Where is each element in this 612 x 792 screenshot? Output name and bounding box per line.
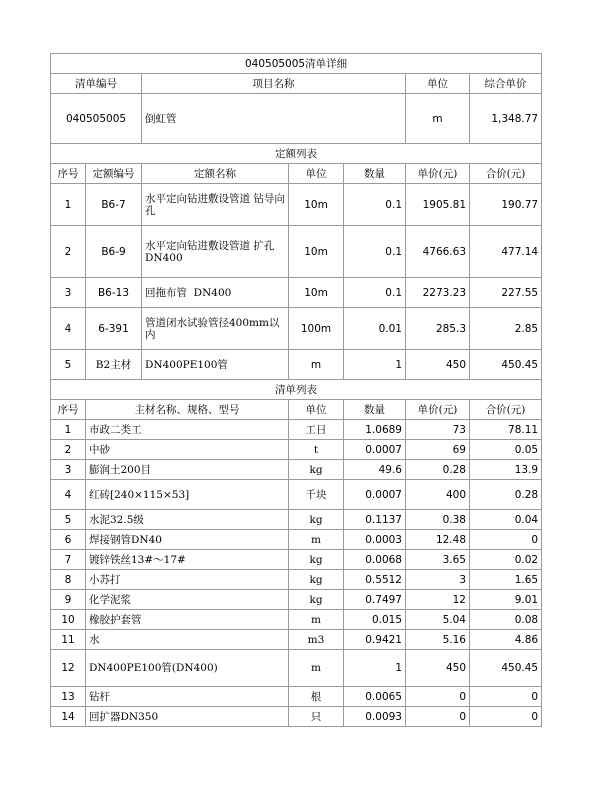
quota-total: 477.14 bbox=[470, 226, 542, 278]
material-no: 8 bbox=[51, 570, 86, 590]
quota-total: 450.45 bbox=[470, 350, 542, 380]
quota-section-title: 定额列表 bbox=[51, 144, 542, 164]
material-total: 0 bbox=[470, 687, 542, 707]
material-qty: 0.0003 bbox=[344, 530, 406, 550]
quota-no: 4 bbox=[51, 308, 86, 350]
material-row bbox=[51, 460, 542, 480]
material-unit: kg bbox=[289, 550, 344, 570]
quota-qty: 0.1 bbox=[344, 184, 406, 226]
quota-header-no: 序号 bbox=[51, 164, 86, 184]
summary-header-name: 项目名称 bbox=[142, 74, 406, 94]
material-price: 12 bbox=[406, 590, 470, 610]
material-total: 0 bbox=[470, 530, 542, 550]
material-qty: 0.5512 bbox=[344, 570, 406, 590]
material-total: 450.45 bbox=[470, 650, 542, 687]
material-qty: 0.0007 bbox=[344, 480, 406, 510]
quota-header-row bbox=[51, 164, 542, 184]
material-row bbox=[51, 440, 542, 460]
bill-detail-table bbox=[50, 53, 542, 727]
material-qty: 0.0093 bbox=[344, 707, 406, 727]
material-total: 0.08 bbox=[470, 610, 542, 630]
material-name: DN400PE100管(DN400) bbox=[86, 650, 289, 687]
quota-price: 2273.23 bbox=[406, 278, 470, 308]
material-price: 400 bbox=[406, 480, 470, 510]
materials-section-title: 清单列表 bbox=[51, 380, 542, 400]
material-qty: 0.7497 bbox=[344, 590, 406, 610]
material-row bbox=[51, 420, 542, 440]
quota-price: 1905.81 bbox=[406, 184, 470, 226]
material-name: 小苏打 bbox=[86, 570, 289, 590]
quota-code: B6-13 bbox=[86, 278, 142, 308]
quota-unit: 100m bbox=[289, 308, 344, 350]
quota-unit: m bbox=[289, 350, 344, 380]
quota-total: 2.85 bbox=[470, 308, 542, 350]
material-no: 6 bbox=[51, 530, 86, 550]
quota-price: 285.3 bbox=[406, 308, 470, 350]
quota-no: 2 bbox=[51, 226, 86, 278]
material-qty: 0.0065 bbox=[344, 687, 406, 707]
quota-qty: 0.1 bbox=[344, 226, 406, 278]
quota-header-total: 合价(元) bbox=[470, 164, 542, 184]
material-row bbox=[51, 550, 542, 570]
material-total: 1.65 bbox=[470, 570, 542, 590]
material-unit: m bbox=[289, 650, 344, 687]
material-row bbox=[51, 510, 542, 530]
summary-code: 040505005 bbox=[51, 94, 142, 144]
sheet-title: 040505005清单详细 bbox=[51, 54, 542, 74]
material-name: 橡胶护套管 bbox=[86, 610, 289, 630]
material-name: 膨润土200目 bbox=[86, 460, 289, 480]
material-row bbox=[51, 570, 542, 590]
quota-row bbox=[51, 226, 542, 278]
material-unit: 根 bbox=[289, 687, 344, 707]
material-unit: m3 bbox=[289, 630, 344, 650]
quota-row bbox=[51, 184, 542, 226]
material-price: 0.38 bbox=[406, 510, 470, 530]
material-row bbox=[51, 530, 542, 550]
material-no: 3 bbox=[51, 460, 86, 480]
material-unit: kg bbox=[289, 570, 344, 590]
quota-header-name: 定额名称 bbox=[142, 164, 289, 184]
material-row bbox=[51, 480, 542, 510]
quota-header-unit: 单位 bbox=[289, 164, 344, 184]
material-name: 焊接钢管DN40 bbox=[86, 530, 289, 550]
material-qty: 1.0689 bbox=[344, 420, 406, 440]
materials-header-unit: 单位 bbox=[289, 400, 344, 420]
summary-header-price: 综合单价 bbox=[470, 74, 542, 94]
quota-qty: 0.1 bbox=[344, 278, 406, 308]
quota-row bbox=[51, 278, 542, 308]
material-unit: kg bbox=[289, 460, 344, 480]
materials-body bbox=[51, 420, 542, 727]
material-row bbox=[51, 650, 542, 687]
material-unit: kg bbox=[289, 510, 344, 530]
material-qty: 0.1137 bbox=[344, 510, 406, 530]
material-price: 3 bbox=[406, 570, 470, 590]
material-row bbox=[51, 590, 542, 610]
materials-header-row bbox=[51, 400, 542, 420]
material-price: 5.16 bbox=[406, 630, 470, 650]
material-qty: 1 bbox=[344, 650, 406, 687]
quota-price: 4766.63 bbox=[406, 226, 470, 278]
material-no: 12 bbox=[51, 650, 86, 687]
material-name: 回扩器DN350 bbox=[86, 707, 289, 727]
material-name: 钻杆 bbox=[86, 687, 289, 707]
summary-header-row bbox=[51, 74, 542, 94]
summary-name: 倒虹管 bbox=[142, 94, 406, 144]
summary-header-unit: 单位 bbox=[406, 74, 470, 94]
material-total: 0.28 bbox=[470, 480, 542, 510]
material-no: 14 bbox=[51, 707, 86, 727]
material-no: 13 bbox=[51, 687, 86, 707]
material-price: 3.65 bbox=[406, 550, 470, 570]
material-price: 12.48 bbox=[406, 530, 470, 550]
material-total: 0 bbox=[470, 707, 542, 727]
material-qty: 0.0007 bbox=[344, 440, 406, 460]
quota-no: 5 bbox=[51, 350, 86, 380]
material-total: 0.05 bbox=[470, 440, 542, 460]
material-no: 4 bbox=[51, 480, 86, 510]
material-price: 0.28 bbox=[406, 460, 470, 480]
quota-total: 227.55 bbox=[470, 278, 542, 308]
quota-row bbox=[51, 350, 542, 380]
material-price: 69 bbox=[406, 440, 470, 460]
quota-qty: 0.01 bbox=[344, 308, 406, 350]
material-unit: m bbox=[289, 530, 344, 550]
material-no: 10 bbox=[51, 610, 86, 630]
material-total: 9.01 bbox=[470, 590, 542, 610]
quota-header-qty: 数量 bbox=[344, 164, 406, 184]
summary-unit: m bbox=[406, 94, 470, 144]
summary-header-code: 清单编号 bbox=[51, 74, 142, 94]
quota-code: B6-9 bbox=[86, 226, 142, 278]
summary-row bbox=[51, 94, 542, 144]
quota-name: 管道闭水试验管径400mm以内 bbox=[142, 308, 289, 350]
material-price: 73 bbox=[406, 420, 470, 440]
material-unit: 千块 bbox=[289, 480, 344, 510]
material-row bbox=[51, 687, 542, 707]
material-name: 红砖[240×115×53] bbox=[86, 480, 289, 510]
material-no: 5 bbox=[51, 510, 86, 530]
quota-unit: 10m bbox=[289, 226, 344, 278]
material-total: 78.11 bbox=[470, 420, 542, 440]
materials-header-qty: 数量 bbox=[344, 400, 406, 420]
material-row bbox=[51, 707, 542, 727]
materials-header-total: 合价(元) bbox=[470, 400, 542, 420]
material-qty: 0.9421 bbox=[344, 630, 406, 650]
material-unit: t bbox=[289, 440, 344, 460]
quota-name: DN400PE100管 bbox=[142, 350, 289, 380]
material-row bbox=[51, 630, 542, 650]
summary-price: 1,348.77 bbox=[470, 94, 542, 144]
material-no: 9 bbox=[51, 590, 86, 610]
quota-name: 水平定向钻进敷设管道 钻导向孔 bbox=[142, 184, 289, 226]
materials-header-price: 单价(元) bbox=[406, 400, 470, 420]
material-unit: kg bbox=[289, 590, 344, 610]
quota-no: 1 bbox=[51, 184, 86, 226]
quota-price: 450 bbox=[406, 350, 470, 380]
material-name: 市政二类工 bbox=[86, 420, 289, 440]
material-name: 水泥32.5级 bbox=[86, 510, 289, 530]
quota-no: 3 bbox=[51, 278, 86, 308]
materials-header-no: 序号 bbox=[51, 400, 86, 420]
material-total: 4.86 bbox=[470, 630, 542, 650]
material-name: 化学泥浆 bbox=[86, 590, 289, 610]
material-qty: 0.015 bbox=[344, 610, 406, 630]
quota-code: B2主材 bbox=[86, 350, 142, 380]
material-qty: 49.6 bbox=[344, 460, 406, 480]
material-qty: 0.0068 bbox=[344, 550, 406, 570]
material-no: 7 bbox=[51, 550, 86, 570]
materials-header-name: 主材名称、规格、型号 bbox=[86, 400, 289, 420]
quota-code: 6-391 bbox=[86, 308, 142, 350]
material-unit: 工日 bbox=[289, 420, 344, 440]
quota-total: 190.77 bbox=[470, 184, 542, 226]
material-no: 2 bbox=[51, 440, 86, 460]
quota-code: B6-7 bbox=[86, 184, 142, 226]
quota-name: 回拖布管 DN400 bbox=[142, 278, 289, 308]
material-name: 中砂 bbox=[86, 440, 289, 460]
material-price: 0 bbox=[406, 707, 470, 727]
quota-header-code: 定额编号 bbox=[86, 164, 142, 184]
material-row bbox=[51, 610, 542, 630]
material-unit: 只 bbox=[289, 707, 344, 727]
material-total: 13.9 bbox=[470, 460, 542, 480]
quota-row bbox=[51, 308, 542, 350]
material-no: 11 bbox=[51, 630, 86, 650]
material-price: 5.04 bbox=[406, 610, 470, 630]
material-price: 0 bbox=[406, 687, 470, 707]
quota-header-price: 单价(元) bbox=[406, 164, 470, 184]
material-total: 0.02 bbox=[470, 550, 542, 570]
material-unit: m bbox=[289, 610, 344, 630]
material-no: 1 bbox=[51, 420, 86, 440]
quota-name: 水平定向钻进敷设管道 扩孔 DN400 bbox=[142, 226, 289, 278]
quota-unit: 10m bbox=[289, 278, 344, 308]
material-total: 0.04 bbox=[470, 510, 542, 530]
quota-unit: 10m bbox=[289, 184, 344, 226]
material-name: 水 bbox=[86, 630, 289, 650]
quota-qty: 1 bbox=[344, 350, 406, 380]
material-name: 镀锌铁丝13#～17# bbox=[86, 550, 289, 570]
material-price: 450 bbox=[406, 650, 470, 687]
